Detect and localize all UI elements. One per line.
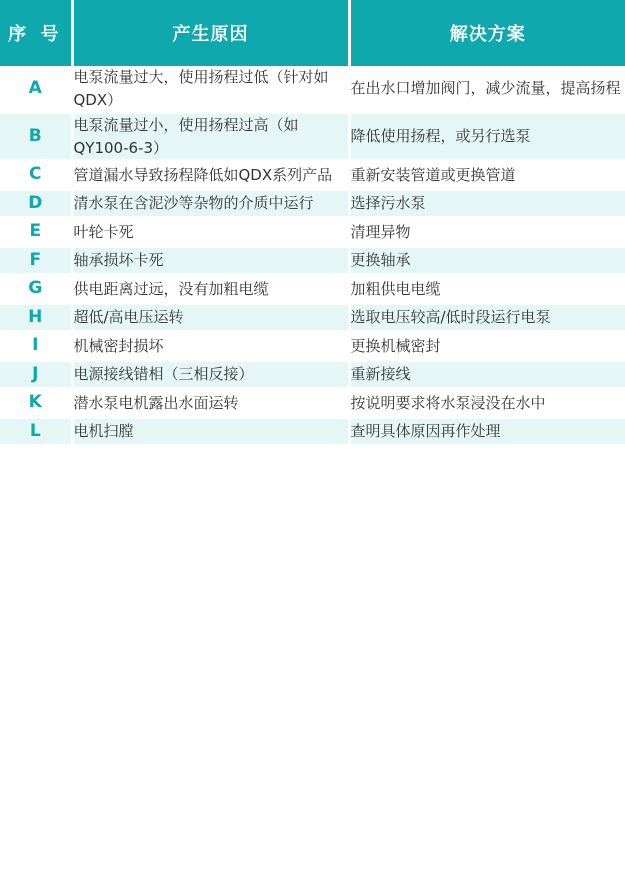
row-solution: 查明具体原因再作处理 — [350, 422, 501, 440]
table-body — [0, 66, 625, 444]
table-header-row — [0, 0, 625, 66]
table-row — [0, 303, 625, 332]
table-row — [0, 246, 625, 275]
table-row — [0, 417, 625, 444]
row-index: L — [0, 417, 72, 444]
row-cause: 电泵流量过小，使用扬程过高（如QY100-6-3） — [72, 113, 349, 161]
row-index: E — [0, 218, 72, 247]
row-cause: 潜水泵电机露出水面运转 — [72, 389, 349, 418]
row-index: D — [0, 189, 72, 218]
row-solution: 清理异物 — [349, 218, 625, 247]
table-row — [0, 66, 625, 113]
table-row — [0, 332, 625, 361]
table-row — [0, 389, 625, 418]
row-index: B — [0, 113, 72, 161]
header-index: 序 号 — [0, 0, 72, 66]
row-solution: 选择污水泵 — [349, 189, 625, 218]
row-cause: 轴承损坏卡死 — [72, 246, 349, 275]
row-solution: 降低使用扬程，或另行选泵 — [349, 113, 625, 161]
table-row — [0, 218, 625, 247]
row-cause: 超低/高电压运转 — [72, 303, 349, 332]
row-solution: 选取电压较高/低时段运行电泵 — [349, 303, 625, 332]
row-cause: 管道漏水导致扬程降低如QDX系列产品 — [72, 161, 349, 190]
row-solution: 更换机械密封 — [349, 332, 625, 361]
row-index: G — [0, 275, 72, 304]
row-cause: 供电距离过远，没有加粗电缆 — [72, 275, 349, 304]
row-solution: 更换轴承 — [349, 246, 625, 275]
table-row — [0, 113, 625, 161]
row-solution: 重新接线 — [349, 360, 625, 389]
row-cause: 清水泵在含泥沙等杂物的介质中运行 — [72, 189, 349, 218]
row-index: I — [0, 332, 72, 361]
table-row — [0, 275, 625, 304]
row-index: C — [0, 161, 72, 190]
row-index: K — [0, 389, 72, 418]
row-cause: 电机扫膛 — [72, 417, 349, 444]
header-solution: 解决方案 — [349, 0, 625, 66]
row-index: F — [0, 246, 72, 275]
row-solution: 按说明要求将水泵浸没在水中 — [349, 389, 625, 418]
row-cause: 叶轮卡死 — [72, 218, 349, 247]
row-solution: 在出水口增加阀门，减少流量，提高扬程 — [349, 66, 625, 113]
table-row — [0, 161, 625, 190]
row-index: J — [0, 360, 72, 389]
row-cause: 电泵流量过大，使用扬程过低（针对如QDX） — [72, 66, 349, 113]
table-row — [0, 360, 625, 389]
row-solution: 重新安装管道或更换管道 — [349, 161, 625, 190]
row-cause: 电源接线错相（三相反接） — [72, 360, 349, 389]
row-solution: 加粗供电电缆 — [349, 275, 625, 304]
table-row — [0, 189, 625, 218]
row-index: H — [0, 303, 72, 332]
row-cause: 机械密封损坏 — [72, 332, 349, 361]
header-cause: 产生原因 — [72, 0, 349, 66]
row-index: A — [0, 66, 72, 113]
